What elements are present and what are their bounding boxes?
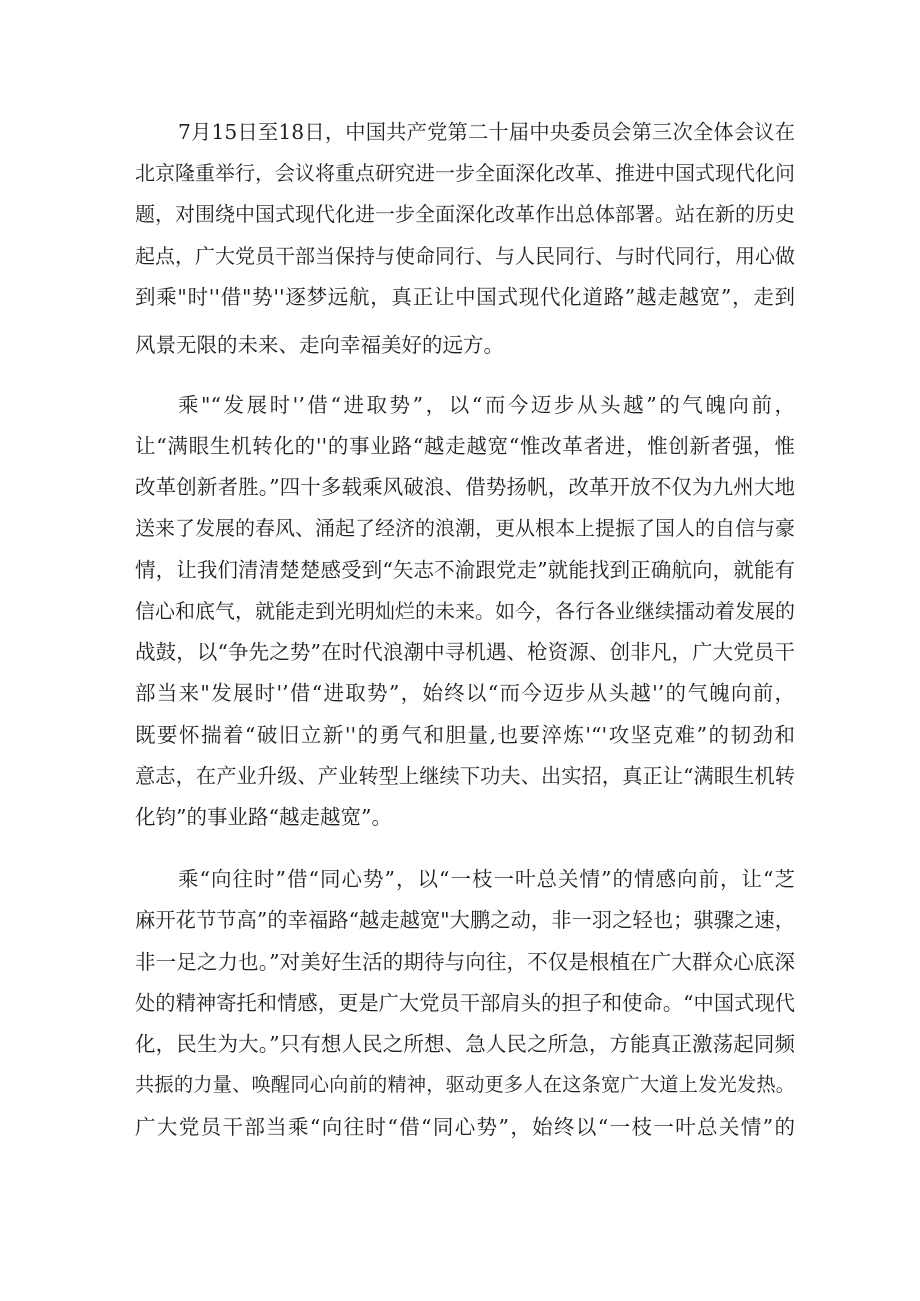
paragraph-line: 改革创新者胜。”四十多载乘风破浪、借势扬帆，改革开放不仅为九州大地 [135,475,795,499]
paragraph-line: 起点，广大党员干部当保持与使命同行、与人民同行、与时代同行，用心做 [135,244,795,268]
paragraph-line: 乘“向往时”借“同心势”，以“一枝一叶总关情”的情感向前，让“芝 [178,867,795,891]
paragraph-line: 共振的力量、唤醒同心向前的精神，驱动更多人在这条宽广大道上发光发热。 [135,1073,795,1096]
paragraph-line: 到乘"时''借"势''逐梦远航，真正让中国式现代化道路”越走越宽”，走到 [135,285,795,309]
paragraph-line: 题，对围绕中国式现代化进一步全面深化改革作出总体部署。站在新的历史 [135,202,795,226]
paragraph-line: 乘"“发展时'’借“进取势”，以“而今迈步从头越”的气魄向前， [178,393,795,417]
paragraph-line: 情，让我们清清楚楚感受到“矢志不渝跟党走”就能找到正确航向，就能有 [135,558,795,582]
paragraph-line: 信心和底气，就能走到光明灿烂的未来。如今，各行各业继续擂动着发展的 [135,599,795,623]
paragraph-line: 广大党员干部当乘“向往时“借“同心势”，始终以“一枝一叶总关情”的 [135,1115,795,1139]
paragraph-line: 风景无限的未来、走向幸福美好的远方。 [135,333,504,357]
paragraph-line: 麻开花节节高”的幸福路“越走越宽"大鹏之动，非一羽之轻也；骐骤之速， [135,908,795,932]
paragraph-line: 北京隆重举行，会议将重点研究进一步全面深化改革、推进中国式现代化问 [135,161,795,185]
paragraph-line: 既要怀揣着“破旧立新''的勇气和胆量,也要淬炼'“'攻坚克难”的韧劲和 [135,723,795,747]
paragraph-line: 处的精神寄托和情感，更是广大党员干部肩头的担子和使命。“中国式现代 [135,991,795,1015]
paragraph-line: 7月15日至18日，中国共产党第二十届中央委员会第三次全体会议在 [178,120,795,144]
paragraph-line: 化，民生为大。”只有想人民之所想、急人民之所急，方能真正激荡起同频 [135,1032,795,1056]
paragraph-line: 战鼓，以“争先之势”在时代浪潮中寻机遇、枪资源、创非凡，广大党员干 [135,640,795,664]
paragraph-line: 让“满眼生机转化的''的事业路“越走越宽“惟改革者进，惟创新者强，惟 [135,434,795,458]
paragraph-line: 化钧”的事业路“越走越宽”。 [135,805,392,829]
paragraph-line: 部当来"发展时'’借“进取势”，始终以“而今迈步从头越'’的气魄向前， [135,681,795,705]
paragraph-line: 送来了发展的春风、涌起了经济的浪潮，更从根本上提振了国人的自信与豪 [135,516,795,540]
paragraph-line: 意志，在产业升级、产业转型上继续下功夫、出实招，真正让“满眼生机转 [135,764,795,788]
paragraph-line: 非一足之力也。”对美好生活的期待与向往，不仅是根植在广大群众心底深 [135,950,795,974]
